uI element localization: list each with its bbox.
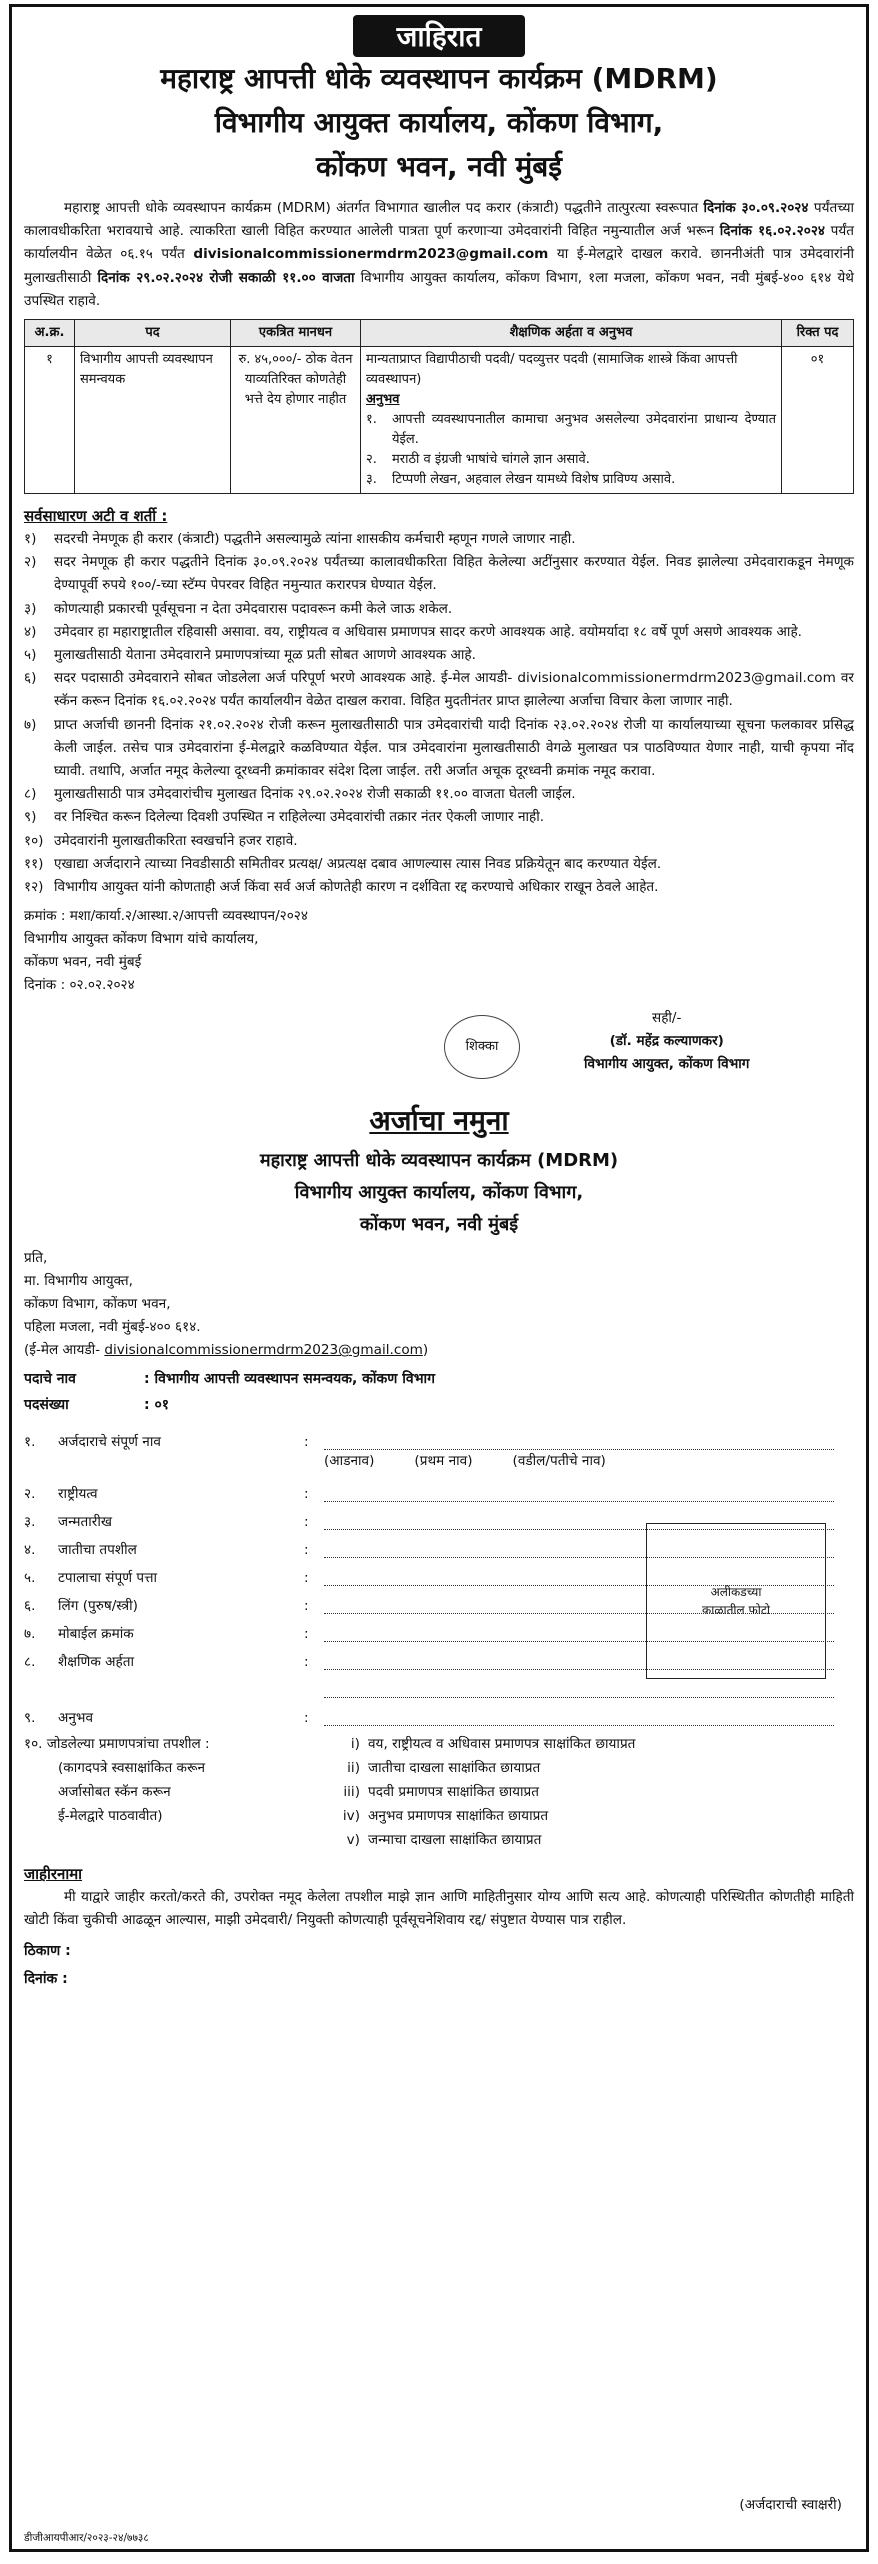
dgipr-code: डीजीआयपीआर/२०२३-२४/७७३८: [24, 2532, 149, 2544]
documents-section: [24, 1732, 854, 1852]
field-input-line[interactable]: [324, 1431, 834, 1450]
notice-badge: जाहिरात: [353, 15, 526, 57]
intro-text-1: महाराष्ट्र आपत्ती धोके व्यवस्थापन कार्यक्रम (MDRM) अंतर्गत विभागात खालील पद करार (कंत्राटी) पद्धतीने तात्पुरत्या स्वरूपात: [64, 200, 699, 216]
documents-label-1: १०. जोडलेल्या प्रमाणपत्रांचा तपशील :: [24, 1736, 210, 1753]
term-text: उमेदवारांनी मुलाखतीकरिता स्वखर्चाने हजर राहावे.: [54, 832, 298, 849]
document-item: [324, 1780, 854, 1804]
declaration-text: मी याद्वारे जाहीर करतो/करते की, उपरोक्त नमूद केलेला तपशील माझे ज्ञान आणि माहितीनुसार योग्य आणि सत्य आहे. कोणत्याही परिस्थितीत कोणतीही माहिती खोटी किंवा चुकीची आढळून आल्यास, माझी उमेदवारी/ नियुक्ती कोणत्याही पूर्वसूचनेशिवाय रद्द/ संपुष्टात येण्यास पात्र राहील.: [24, 1889, 854, 1929]
th-post: पद: [75, 320, 231, 347]
post-name-line: [24, 1366, 854, 1392]
post-count-label: पदसंख्या: [24, 1397, 69, 1414]
field-colon: :: [304, 1710, 309, 1727]
documents-label-2: (कागदपत्रे स्वसाक्षांकित करून: [58, 1760, 206, 1777]
place-field[interactable]: [24, 1938, 854, 1964]
field-label: टपालाचा संपूर्ण पत्ता: [58, 1570, 157, 1587]
table-row: [25, 347, 854, 494]
term-number: ९): [24, 809, 37, 826]
term-number: ४): [24, 623, 37, 640]
field-colon: :: [304, 1514, 309, 1531]
to-email-line: [24, 1339, 584, 1362]
term-number: ३): [24, 600, 37, 617]
form-org-header: [24, 1145, 854, 1241]
experience-text: आपत्ती व्यवस्थापनातील कामाचा अनुभव असलेल्या उमेदवारांना प्राधान्य देण्यात येईल.: [392, 412, 776, 448]
field-number: ८.: [24, 1654, 36, 1671]
experience-item: [366, 410, 776, 450]
field-colon: :: [304, 1434, 309, 1451]
term-text: उमेदवार हा महाराष्ट्रातील रहिवासी असावा. वय, राष्ट्रीयत्व व अधिवास प्रमाणपत्र सादर करणे आवश्यक आहे. वयोमर्यादा १८ वर्षे पूर्ण असणे आवश्यक आहे.: [54, 623, 802, 640]
term-item: [24, 853, 854, 876]
term-item: [24, 876, 854, 899]
officer-signature: [584, 1007, 749, 1076]
experience-list: [366, 410, 776, 490]
photo-label-2: काळातील फोटो: [702, 1603, 770, 1617]
date-label: दिनांक :: [24, 1971, 68, 1988]
post-table: [24, 319, 854, 494]
cell-qualification: [361, 347, 782, 494]
field-label: अनुभव: [58, 1710, 94, 1727]
cell-sr: १: [25, 347, 75, 494]
intro-text-4: या ई-मेलद्वारे दाखल करावे. छाननीअंती पात्र उमेदवारांनी मुलाखतीसाठी: [24, 246, 854, 286]
form-org-line-2: विभागीय आयुक्त कार्यालय, कोंकण विभाग,: [294, 1182, 584, 1204]
to-line-3: कोंकण विभाग, कोंकण भवन,: [24, 1296, 171, 1313]
document-item: [324, 1804, 854, 1828]
cell-pay: रु. ४५,०००/- ठोक वेतन याव्यतिरिक्त कोणतेही भत्ते देय होणार नाहीत: [231, 347, 361, 494]
document-number: v): [346, 1832, 360, 1849]
field-label: जातीचा तपशील: [58, 1542, 137, 1559]
term-item: [24, 667, 854, 713]
seal-stamp: शिक्का: [444, 1015, 520, 1079]
cell-post: विभागीय आपत्ती व्यवस्थापन समन्वयक: [75, 347, 231, 494]
intro-paragraph: [24, 197, 854, 313]
intro-text-5: विभागीय आयुक्त कार्यालय, कोंकण विभाग, १ला मजला, कोंकण भवन, नवी मुंबई-४०० ६१४ येथे उपस्थित राहावे.: [24, 269, 854, 309]
term-item: [24, 783, 854, 806]
experience-num: १.: [366, 412, 377, 428]
intro-date-3: दिनांक २९.०२.२०२४ रोजी सकाळी ११.०० वाजता: [97, 269, 355, 286]
experience-item: [366, 450, 776, 470]
photo-box[interactable]: [646, 1523, 826, 1679]
document-text: जातीचा दाखला साक्षांकित छायाप्रत: [368, 1760, 541, 1777]
to-email-end: ): [422, 1342, 429, 1359]
term-text: विभागीय आयुक्त यांनी कोणताही अर्ज किंवा सर्व अर्ज कोणतेही कारण न दर्शविता रद्द करण्याचे अधिकार राखून ठेवले आहेत.: [54, 879, 659, 896]
term-item: [24, 621, 854, 644]
field-input-line[interactable]: [324, 1707, 834, 1726]
application-form-title: [24, 1101, 854, 1139]
field-number: ५.: [24, 1570, 36, 1587]
document-number: i): [350, 1736, 360, 1753]
cell-vacancy: ०१: [782, 347, 854, 494]
field-number: ६.: [24, 1598, 36, 1615]
term-item: [24, 551, 854, 597]
term-number: ५): [24, 647, 37, 664]
form-field-row: [24, 1698, 854, 1726]
post-name-value: : विभागीय आपत्ती व्यवस्थापन समन्वयक, कोंकण विभाग: [144, 1371, 436, 1388]
term-text: प्राप्त अर्जाची छाननी दिनांक २१.०२.२०२४ रोजी करून मुलाखतीसाठी पात्र उमेदवारांची यादी दिनांक २३.०२.२०२४ रोजी या कार्यालयाच्या सूचना फलकावर प्रसिद्ध केली जाईल. तसेच पात्र उमेदवारांना ई-मेलद्वारे कळविण्यात येईल. पात्र उमेदवारांना मुलाखतीसाठी वेगळे मुलाखत पत्र पाठविण्यात येणार नाही, याची कृपया नोंद घ्यावी. तथापि, अर्जात नमूद केलेल्या दूरध्वनी क्रमांकावर संदेश दिला जाईल. तरी अर्जात अचूक दूरध्वनी क्रमांक नमूद करावा.: [54, 716, 854, 780]
declaration-title: जाहीरनामा: [24, 1865, 83, 1884]
term-item: [24, 830, 854, 853]
term-text: सदर पदासाठी उमेदवाराने सोबत जोडलेला अर्ज परिपूर्ण भरणे आवश्यक आहे. ई-मेल आयडी- divisionalcommissionermdrm2023@gmail.com वर स्कॅन करून दिनांक १६.०२.२०२४ पर्यंत कार्यालयीन वेळेत दाखल करावा. विहित मुदतीनंतर प्राप्त झालेल्या अर्जाचा विचार केला जाणार नाही.: [54, 670, 854, 710]
term-text: सदर नेमणूक ही करार पद्धतीने दिनांक ३०.०९.२०२४ पर्यंतच्या कालावधीकरिता विहित केलेल्या अटींनुसार करण्यात येईल. निवड झालेल्या उमेदवाराकडून नेमणूक देण्यापूर्वी रुपये १००/-च्या स्टॅम्प पेपरवर विहित नमुन्यात करारपत्र घेण्यात येईल.: [54, 554, 854, 594]
document-text: अनुभव प्रमाणपत्र साक्षांकित छायाप्रत: [368, 1808, 549, 1825]
date-field[interactable]: [24, 1966, 854, 1992]
th-sr: अ.क्र.: [25, 320, 75, 347]
documents-label-3: अर्जासोबत स्कॅन करून: [58, 1784, 171, 1801]
form-title-text: अर्जाचा नमुना: [369, 1104, 509, 1138]
field-label: शैक्षणिक अर्हता: [58, 1654, 134, 1671]
field-label: राष्ट्रीयत्व: [58, 1486, 98, 1503]
th-pay: एकत्रित मानधन: [231, 320, 361, 347]
document-text: जन्माचा दाखला साक्षांकित छायाप्रत: [368, 1832, 542, 1849]
to-line-4: पहिला मजला, नवी मुंबई-४०० ६१४.: [24, 1319, 201, 1336]
officer-name: (डॉ. महेंद्र कल्याणकर): [609, 1033, 724, 1050]
term-number: ६): [24, 670, 37, 687]
field-label: मोबाईल क्रमांक: [58, 1626, 134, 1643]
table-header-row: [25, 320, 854, 347]
sign-mark: सही/-: [652, 1010, 682, 1027]
addressee-block: [24, 1247, 584, 1362]
field-input-line[interactable]: [324, 1483, 834, 1502]
field-label: लिंग (पुरुष/स्त्री): [58, 1598, 138, 1615]
post-count-line: [24, 1392, 854, 1418]
document-item: [324, 1828, 854, 1852]
surname-label: (आडनाव): [324, 1453, 375, 1470]
intro-text-3: पर्यंत कार्यालयीन वेळेत ०६.१५ पर्यंत: [24, 223, 855, 263]
name-parts-row: [24, 1450, 854, 1474]
field-colon: :: [304, 1570, 309, 1587]
term-number: ११): [24, 855, 44, 872]
term-item: [24, 714, 854, 784]
org-line-1: महाराष्ट्र आपत्ती धोके व्यवस्थापन कार्यक्रम (MDRM): [160, 62, 718, 95]
term-item: [24, 806, 854, 829]
field-number: २.: [24, 1486, 36, 1503]
documents-label-4: ई-मेलद्वारे पाठवावीत): [58, 1808, 163, 1825]
term-text: कोणत्याही प्रकारची पूर्वसूचना न देता उमेदवारास पदावरून कमी केले जाऊ शकेल.: [54, 600, 453, 617]
photo-label-1: अलीकडच्या: [710, 1585, 762, 1599]
documents-list: [324, 1732, 854, 1852]
document-number: iii): [343, 1784, 360, 1801]
field-colon: :: [304, 1654, 309, 1671]
document-number: iv): [342, 1808, 360, 1825]
intro-text-2: पर्यंतच्या कालावधीकरिता भरावयाचे आहे. त्याकरिता खाली विहित करण्यात आलेली पात्रता पूर्ण करणाऱ्या उमेदवारांनी विहित नमुन्यातील अर्ज भरून: [24, 200, 855, 240]
terms-list: [24, 528, 854, 899]
experience-title: अनुभव: [366, 392, 400, 408]
to-email[interactable]: divisionalcommissionermdrm2023@gmail.com: [104, 1342, 423, 1359]
to-email-label: (ई-मेल आयडी-: [24, 1342, 101, 1359]
officer-designation: विभागीय आयुक्त, कोंकण विभाग: [584, 1056, 750, 1073]
term-text: एखाद्या अर्जदाराने त्याच्या निवडीसाठी समितीवर प्रत्यक्ष/ अप्रत्यक्ष दबाव आणल्यास त्यास निवड प्रक्रियेतून बाद करण्यात येईल.: [54, 855, 662, 872]
term-number: १): [24, 531, 37, 548]
th-qualification: शैक्षणिक अर्हता व अनुभव: [361, 320, 782, 347]
experience-num: ३.: [366, 472, 377, 488]
term-item: [24, 598, 854, 621]
org-line-2: विभागीय आयुक्त कार्यालय, कोंकण विभाग,: [214, 106, 664, 139]
to-line-1: प्रति,: [24, 1250, 48, 1267]
advertisement-page: [9, 4, 869, 2552]
place-label: ठिकाण :: [24, 1943, 71, 1960]
first-name-label: (प्रथम नाव): [414, 1453, 473, 1470]
intro-email[interactable]: divisionalcommissionermdrm2023@gmail.com: [193, 246, 549, 263]
term-text: मुलाखतीसाठी पात्र उमेदवारांचीच मुलाखत दिनांक २९.०२.२०२४ रोजी सकाळी ११.०० वाजता घेतली जाईल.: [54, 786, 576, 803]
term-item: [24, 644, 854, 667]
reference-block: [24, 905, 854, 997]
field-colon: :: [304, 1486, 309, 1503]
post-name-label: पदाचे नाव: [24, 1371, 76, 1388]
intro-date-2: दिनांक १६.०२.२०२४: [719, 223, 825, 240]
qualification-text: मान्यताप्राप्त विद्यापीठाची पदवी/ पदव्युत्तर पदवी (सामाजिक शास्त्रे किंवा आपत्ती व्यवस्थापन): [366, 352, 738, 388]
document-text: वय, राष्ट्रीयत्व व अधिवास प्रमाणपत्र साक्षांकित छायाप्रत: [368, 1736, 636, 1753]
applicant-signature: (अर्जदाराची स्वाक्षरी): [739, 2497, 842, 2513]
form-org-line-1: महाराष्ट्र आपत्ती धोके व्यवस्थापन कार्यक्रम (MDRM): [259, 1150, 619, 1172]
intro-date-1: दिनांक ३०.०९.२०२४: [703, 200, 809, 216]
term-number: २): [24, 554, 37, 571]
post-count-value: : ०१: [144, 1397, 170, 1414]
th-vacancy: रिक्त पद: [782, 320, 854, 347]
signature-block: [24, 1007, 854, 1093]
field-number: ४.: [24, 1542, 36, 1559]
documents-label: [24, 1732, 324, 1852]
experience-text: टिप्पणी लेखन, अहवाल लेखन यामध्ये विशेष प्राविण्य असावे.: [392, 472, 676, 488]
field-number: ९.: [24, 1710, 36, 1727]
document-item: [324, 1756, 854, 1780]
ref-place: कोंकण भवन, नवी मुंबई: [24, 954, 142, 971]
term-text: सदरची नेमणूक ही करार (कंत्राटी) पद्धतीने असल्यामुळे त्यांना शासकीय कर्मचारी म्हणून गणले जाणार नाही.: [54, 531, 576, 548]
field-number: ७.: [24, 1626, 36, 1643]
ref-number: क्रमांक : मशा/कार्या.२/आस्था.२/आपत्ती व्यवस्थापन/२०२४: [24, 908, 308, 925]
terms-title: सर्वसाधारण अटी व शर्ती :: [24, 507, 168, 526]
form-field-row: [24, 1422, 854, 1450]
field-number: ३.: [24, 1514, 36, 1531]
experience-text: मराठी व इंग्रजी भाषांचे चांगले ज्ञान असावे.: [392, 452, 590, 468]
term-item: [24, 528, 854, 551]
father-name-label: (वडील/पतीचे नाव): [512, 1453, 606, 1470]
field-number: १.: [24, 1434, 36, 1451]
ref-office: विभागीय आयुक्त कोंकण विभाग यांचे कार्यालय,: [24, 931, 259, 948]
org-line-3: कोंकण भवन, नवी मुंबई: [315, 150, 563, 183]
form-field-row: [24, 1474, 854, 1502]
ref-date: दिनांक : ०२.०२.२०२४: [24, 977, 135, 994]
experience-num: २.: [366, 452, 377, 468]
document-text: पदवी प्रमाणपत्र साक्षांकित छायाप्रत: [368, 1784, 540, 1801]
document-number: ii): [347, 1760, 360, 1777]
field-label: अर्जदाराचे संपूर्ण नाव: [58, 1434, 161, 1451]
field-colon: :: [304, 1626, 309, 1643]
term-text: मुलाखतीसाठी येताना उमेदवाराने प्रमाणपत्रांच्या मूळ प्रती सोबत आणणे आवश्यक आहे.: [54, 647, 476, 664]
field-label: जन्मतारीख: [58, 1514, 113, 1531]
term-number: ८): [24, 786, 37, 803]
field-input-line[interactable]: [324, 1679, 834, 1698]
term-number: ७): [24, 716, 37, 733]
field-colon: :: [304, 1542, 309, 1559]
term-number: १०): [24, 832, 44, 849]
document-item: [324, 1732, 854, 1756]
term-number: १२): [24, 879, 44, 896]
form-org-line-3: कोंकण भवन, नवी मुंबई: [359, 1214, 519, 1236]
experience-item: [366, 470, 776, 490]
term-text: वर निश्चित करून दिलेल्या दिवशी उपस्थित न राहिलेल्या उमेदवारांची तक्रार नंतर ऐकली जाणार नाही.: [54, 809, 545, 826]
header: [24, 13, 854, 189]
field-colon: :: [304, 1598, 309, 1615]
to-line-2: मा. विभागीय आयुक्त,: [24, 1273, 133, 1290]
